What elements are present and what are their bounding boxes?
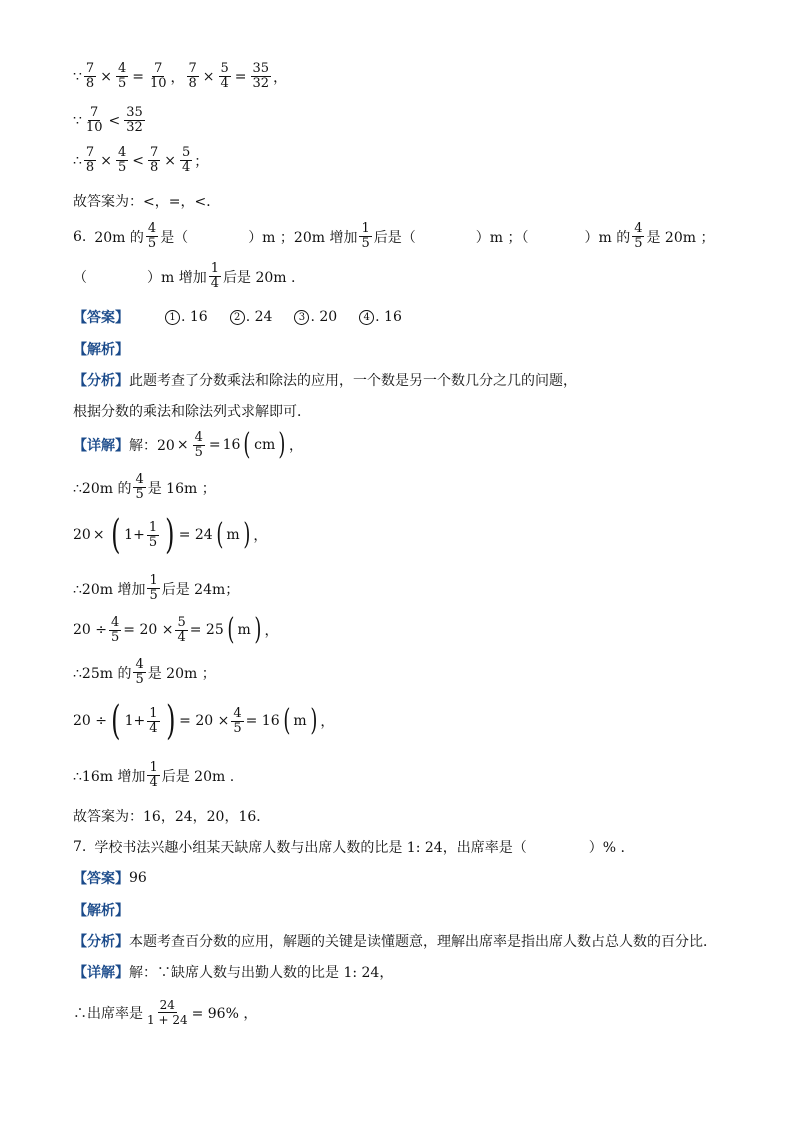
analysis-6: 【分析】 此题考查了分数乘法和除法的应用，一个数是另一个数几分之几的问题， [73,373,577,389]
fraction: 7 10 [85,105,103,135]
answer-line: 故答案为：<，=，<． [73,194,221,210]
calc-line-3: ∴ $\frac{7}{8}$ × $\frac{4}{5}$ < $\frac{7}{8}$ × $\frac{5}{4}$ ； [73,145,209,175]
fraction: $\frac{5}{4}$ [220,61,229,91]
step-1: ∴20m 的 4 5 是 16m ； [73,472,216,502]
question-7: 7. 学校书法兴趣小组某天缺席人数与出席人数的比是 1: 24，出席率是（ ）% . [73,839,625,856]
answer-6-summary: 故答案为：16，24，20，16． [73,809,271,825]
step-8: ∴出席率是 $\frac{24}{1 + 24}$ = 96% ， [73,998,258,1027]
detail-7: 【详解】 解：∵缺席人数与出勤人数的比是 1: 24， [73,965,394,981]
step-7: ∴16m 增加 1 4 后是 20m . [73,760,235,790]
fraction: $\frac{35}{32}$ [252,61,270,91]
step-5: ∴25m 的 4 5 是 20m ； [73,657,216,687]
fraction: $\frac{7}{8}$ [188,61,197,91]
answer-7: 【答案】 96 [73,870,147,887]
step-6: 20 ÷ ( 1+ $\frac{1}{4}$ ) = 20 × $\frac{4}{5}$ = 16 ( m ) ， [73,698,335,744]
step-2: 20 × ( 1+ $\frac{1}{5}$ ) = 24 ( m ) ， [73,512,268,558]
fraction: 35 32 [126,105,143,135]
answer-6: 【答案】 1 . 16 2 . 24 3 . 20 4 . 16 [73,309,402,326]
analysis-7: 【分析】 本题考查百分数的应用，解题的关键是读懂题意，理解出席率是指出席人数占总人数的百分比． [73,934,717,950]
analysis-6-cont: 根据分数的乘法和除法列式求解即可． [73,404,311,420]
step-4: 20 ÷ $\frac{4}{5}$ = 20 × $\frac{5}{4}$ = 25 ( m ) ， [73,612,279,647]
fraction: $\frac{7}{10}$ [149,61,167,91]
because-symbol: ∵ [73,68,82,85]
step-3: ∴20m 增加 1 5 后是 24m； [73,573,240,603]
fraction: $\frac{4}{5}$ [117,61,127,91]
calc-line-2: ∵ 7 10 < 35 32 [73,105,143,135]
question-6-row-2: （ ）m 增加 1 4 后是 20m . [73,261,296,291]
jiexi-label: 【解析】 [73,342,129,358]
calc-line-1: ∵ $\frac{7}{8}$ × $\frac{4}{5}$ = $\frac{7}{10}$ ， $\frac{7}{8}$ × $\frac{5}{4}$ = $\frac{35}{32}$ ， [73,61,288,91]
detail-6: 【详解】 解：20 × $\frac{4}{5}$ = 16 ( cm ) ， [73,427,303,462]
question-6: 6. 20m 的 4 5 是（ ）m ；20m 增加 1 5 后是（ ）m ；（ ）m 的 4 5 是 20m ； [73,221,715,251]
jiexi-label-7: 【解析】 [73,903,129,919]
fraction: $\frac{7}{8}$ [85,61,95,91]
